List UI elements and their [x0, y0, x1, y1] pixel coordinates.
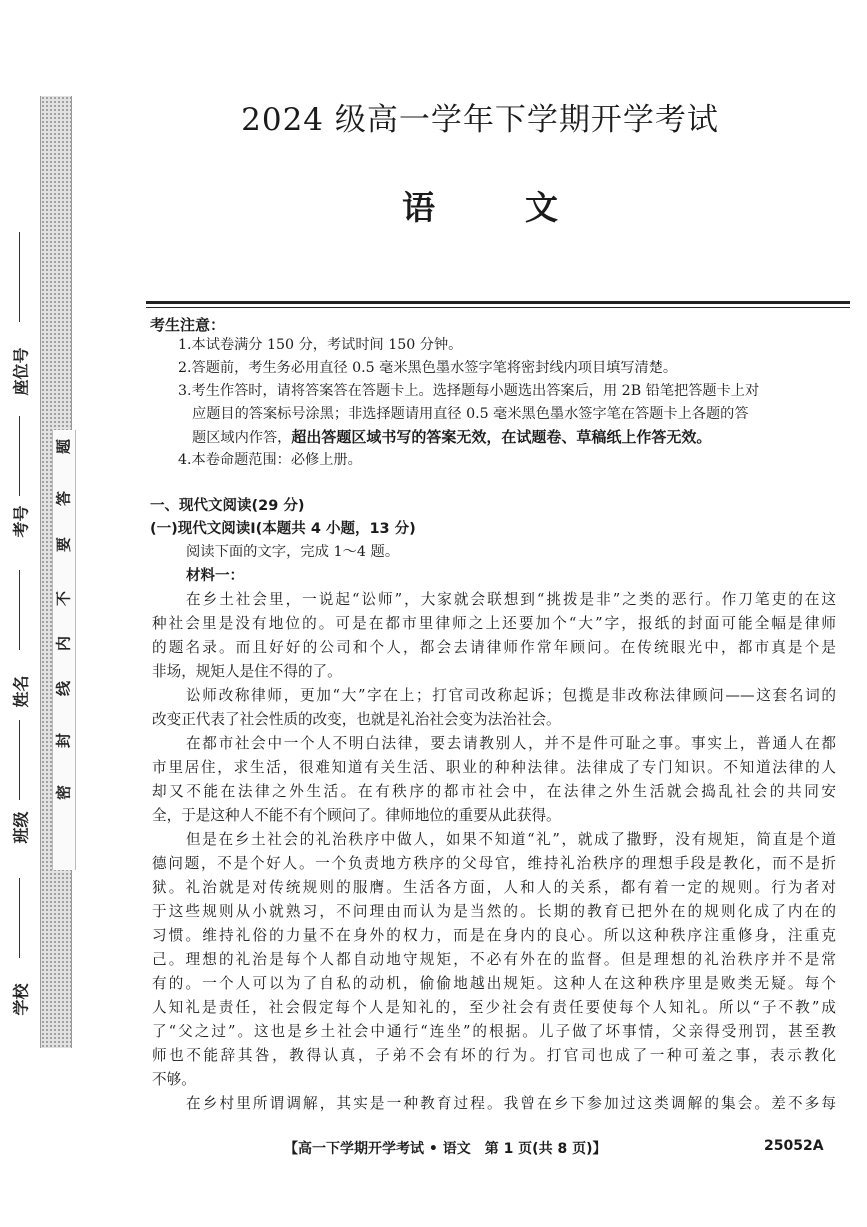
notice-title: 考生注意：	[150, 316, 226, 334]
body-line: 人知礼是责任，社会假定每个人是知礼的，至少社会有责任要使每个人知礼。所以“子不教”成	[152, 999, 836, 1016]
body-line: 于这些规则从小就熟习，不问理由而认为是当然的。长期的教育已把外在的规则化成了内在的	[152, 903, 836, 920]
reading-instruction: 阅读下面的文字，完成 1～4 题。	[186, 544, 400, 560]
body-line: 在乡村里所谓调解，其实是一种教育过程。我曾在乡下参加过这类调解的集会。差不多每	[186, 1095, 836, 1112]
body-line: 种社会里是没有地位的。可是在都市里律师之上还要加个“大”字，报纸的封面可能全幅是律师	[152, 615, 836, 632]
body-line: 却又不能在法律之外生活。在有秩序的都市社会中，在法律之外生活就会捣乱社会的共同安	[152, 783, 836, 800]
header-rule-thin	[146, 307, 850, 308]
section-subtitle: (一)现代文阅读Ⅰ(本题共 4 小题，13 分)	[150, 521, 416, 537]
notice-item-3-cont2	[192, 426, 858, 450]
material-label: 材料一：	[186, 567, 244, 584]
body-line: 市里居住，求生活，很难知道有关生活、职业的种种法律。法律成了专门知识。不知道法律的人	[152, 759, 836, 776]
body-line: 但是在乡土社会的礼治秩序中做人，如果不知道“礼”，就成了撒野，没有规矩，简直是个道	[186, 831, 836, 848]
seal-char: 不	[54, 591, 73, 607]
seal-char: 要	[54, 537, 73, 553]
body-line: 习惯。维持礼俗的力量不在身外的权力，而是在身内的良心。所以这种秩序注重修身，注重克	[152, 927, 836, 944]
body-line: 师也不能辞其咎，教得认真，子弟不会有坏的行为。打官司也成了一种可羞之事，表示教化	[152, 1047, 836, 1064]
seal-char: 内	[54, 636, 73, 652]
body-line: 全，于是这种人不能不有个顾问了。律师地位的重要从此获得。	[152, 807, 561, 824]
subject-title: 语文	[402, 188, 648, 227]
body-line: 改变正代表了社会性质的改变，也就是礼治社会变为法治社会。	[152, 711, 561, 728]
school-line[interactable]	[19, 878, 20, 958]
class-line[interactable]	[19, 720, 20, 800]
school-label: 学校	[11, 983, 31, 1016]
body-line: 在乡土社会里，一说起“讼师”，大家就会联想到“挑拨是非”之类的恶行。作刀笔吏的在这	[186, 591, 836, 608]
name-line[interactable]	[19, 570, 20, 650]
class-label: 班级	[11, 811, 31, 844]
body-line: 己。理想的礼治是每个人都自动地守规矩，不必有外在的监督。但是理想的礼治秩序并不是常	[152, 951, 836, 968]
body-line: 讼师改称律师，更加“大”字在上；打官司改称起诉；包揽是非改称法律顾问——这套名词的	[186, 687, 836, 704]
seat-number-label: 座位号	[11, 347, 31, 396]
body-line: 狱。礼治就是对传统规则的服膺。生活各方面，人和人的关系，都有着一定的规则。行为者对	[152, 879, 836, 896]
seat-number-line[interactable]	[19, 232, 20, 322]
exam-title: 2024 级高一学年下学期开学考试	[241, 102, 719, 138]
seal-char: 封	[54, 733, 73, 749]
name-label: 姓名	[11, 675, 31, 708]
body-line: 在都市社会中一个人不明白法律，要去请教别人，并不是件可耻之事。事实上，普通人在都	[186, 735, 836, 752]
body-line: 的题名录。而且好好的公司和个人，都会去请律师作常年顾问。在传统眼光中，都市真是个是	[152, 639, 836, 656]
notice-item-2: 2.答题前，考生务必用直径 0.5 毫米黑色墨水签字笔将密封线内项目填写清楚。	[178, 360, 678, 376]
header-rule-thick	[146, 301, 850, 304]
notice-item-3-plain: 题区域内作答，	[192, 430, 292, 446]
notice-item-3-cont: 应题目的答案标号涂黑；非选择题请用直径 0.5 毫米黑色墨水签字笔在答题卡上各题的答	[192, 406, 749, 422]
notice-item-3-bold: 超出答题区域书写的答案无效，在试题卷、草稿纸上作答无效。	[291, 428, 712, 446]
exam-number-line[interactable]	[19, 416, 20, 496]
section-title: 一、现代文阅读(29 分)	[150, 498, 305, 514]
body-line: 了“父之过”。这也是乡土社会中通行“连坐”的根据。儿子做了坏事情，父亲得受刑罚，甚至教	[152, 1023, 836, 1040]
body-line: 不够。	[152, 1071, 196, 1088]
exam-number-label: 考号	[11, 505, 31, 538]
paper-code: 25052A	[764, 1138, 824, 1154]
seal-char: 答	[54, 491, 73, 507]
notice-item-1: 1.本试卷满分 150 分，考试时间 150 分钟。	[178, 337, 463, 353]
notice-item-3: 3.考生作答时，请将答案答在答题卡上。选择题每小题选出答案后，用 2B 铅笔把答题卡上对	[178, 383, 760, 399]
notice-item-4: 4.本卷命题范围：必修上册。	[178, 452, 362, 468]
body-line: 德问题，不是个好人。一个负责地方秩序的父母官，维持礼治秩序的理想手段是教化，而不是折	[152, 855, 836, 872]
seal-char: 题	[54, 439, 73, 455]
body-line: 有的。一个人可以为了自私的动机，偷偷地越出规矩。这种人在这种秩序里是败类无疑。每个	[152, 975, 836, 992]
seal-char: 密	[54, 785, 73, 801]
seal-char: 线	[54, 681, 73, 697]
body-line: 非场，规矩人是住不得的了。	[152, 663, 342, 680]
page-footer: 【高一下学期开学考试 • 语文 第 1 页(共 8 页)】	[284, 1141, 607, 1157]
